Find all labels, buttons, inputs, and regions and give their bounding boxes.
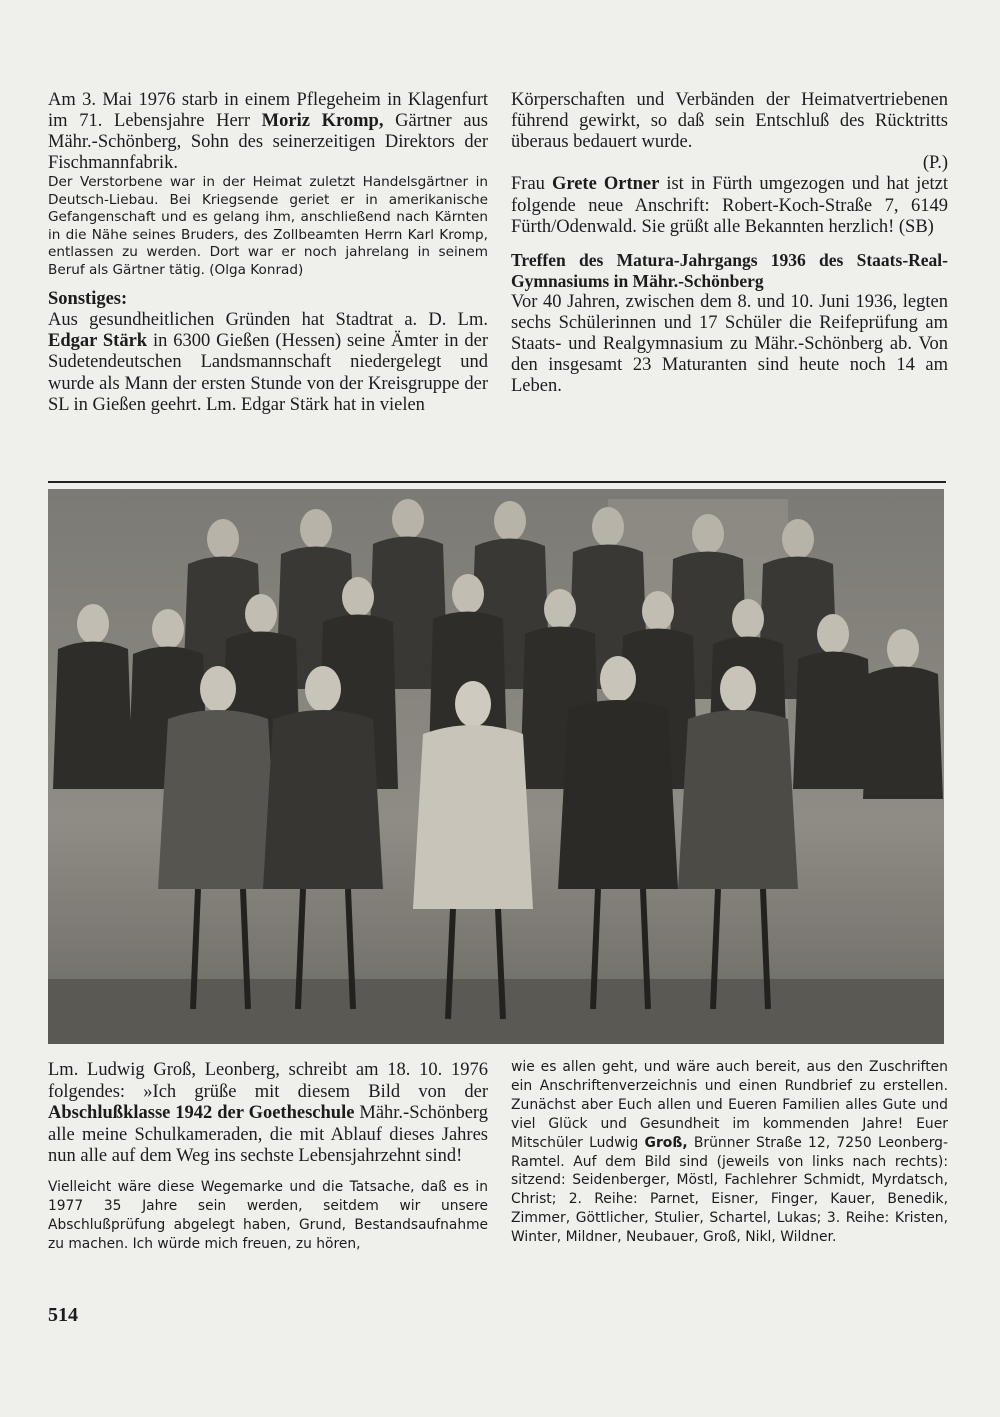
name-highlight: Moriz Kromp, [261,111,384,131]
letter-paragraph: Lm. Ludwig Groß, Leonberg, schreibt am 18. 10. 1976 folgendes: »Ich grüße mit diesem Bild von der Abschlußklasse 1942 der Goetheschule Mähr.-Schönberg alle meine Schulkameraden, die mit Ablauf dieses Jahres nun alle auf dem Weg ins sechste Lebensjahrzehnt sind! [48,1060,488,1166]
left-column-bottom [48,1060,488,1254]
name-highlight: Edgar Stärk [48,330,148,351]
page-number: 514 [48,1304,78,1326]
left-column-top [48,90,488,417]
name-highlight: Grete Ortner [551,174,660,194]
class-highlight: Abschlußklasse 1942 der Goetheschule [48,1103,355,1123]
right-column-bottom [511,1058,948,1247]
article-heading-matura: Treffen des Matura-Jahrgangs 1936 des Staats-Real-Gymnasiums in Mähr.-Schönberg [511,249,948,291]
letter-end-paragraph: wie es allen geht, und wäre auch bereit, aus den Zuschriften ein Anschriftenverzeichnis und einen Rundbrief zu erstellen. Zunächst aber Euch allen und Eueren Familien alles Gute und viel Glück und Gesundheit im kommenden Jahre! Euer Mitschüler Ludwig Groß, Brünner Straße 12, 7250 Leonberg-Ramtel. Auf dem Bild sind (jeweils von links nach rechts): sitzend: Seidenberger, Möstl, Fachlehrer Schmidt, Myrdatsch, Christ; 2. Reihe: Parnet, Eisner, Finger, Kauer, Benedik, Zimmer, Göttlicher, Stulier, Schartel, Lukas; 3. Reihe: Kristen, Winter, Mildner, Neubauer, Groß, Nikl, Wildner. [511,1059,948,1246]
name-highlight: Groß, [644,1134,688,1151]
sonstiges-paragraph: Aus gesundheitlichen Gründen hat Stadtrat a. D. Lm. Edgar Stärk in 6300 Gießen (Hessen) seine Ämter in der Sudetendeutschen Landsmannschaft niedergelegt und wurde als Mann der ersten Stunde von der Kreisgruppe der SL in Gießen geehrt. Lm. Edgar Stärk hat in vielen [48,309,488,416]
class-photo-drawing [48,489,944,1044]
continuation-paragraph: Körperschaften und Verbänden der Heimatvertriebenen führend gewirkt, so daß sein Entschluß des Rücktritts überaus bedauert wurde. [511,90,948,152]
class-photo [48,489,944,1044]
section-heading-sonstiges: Sonstiges: [48,288,128,309]
horizontal-rule [48,481,946,483]
obituary-paragraph: Am 3. Mai 1976 starb in einem Pflegeheim in Klagenfurt im 71. Lebensjahre Herr Moriz Kromp, Gärtner aus Mähr.-Schönberg, Sohn des seinerzeitigen Direktors der Fischmannfabrik. [48,90,488,173]
matura-paragraph: Vor 40 Jahren, zwischen dem 8. und 10. Juni 1936, legten sechs Schülerinnen und 17 Schüler die Reifeprüfung am Staats- und Realgymnasium zu Mähr.-Schönberg ab. Von den insgesamt 23 Maturanten sind heute noch 14 am Leben. [511,291,948,396]
author-sign: (P.) [922,153,948,173]
address-paragraph: Frau Grete Ortner ist in Fürth umgezogen und hat jetzt folgende neue Anschrift: Robert-Koch-Straße 7, 6149 Fürth/Odenwald. Sie grüßt alle Bekannten herzlich! (SB) [511,174,948,237]
letter-continuation: Vielleicht wäre diese Wegemarke und die Tatsache, daß es in 1977 35 Jahre sein werden, seitdem wir unsere Abschlußprüfung abgelegt haben, Grund, Bestandsaufnahme zu machen. Ich würde mich freuen, zu hören, [48,1178,488,1252]
obituary-detail: Der Verstorbene war in der Heimat zuletzt Handelsgärtner in Deutsch-Liebau. Bei Kriegsende geriet er in amerikanische Gefangenschaft und es gelang ihm, anschließend nach Kärnten in die Nähe seines Bruders, des Zollbeamten Herrn Karl Kromp, entlassen zu werden. Dort war er noch jahrelang in seinem Beruf als Gärtner tätig. (Olga Konrad) [48,174,488,278]
right-column-top [511,90,948,397]
